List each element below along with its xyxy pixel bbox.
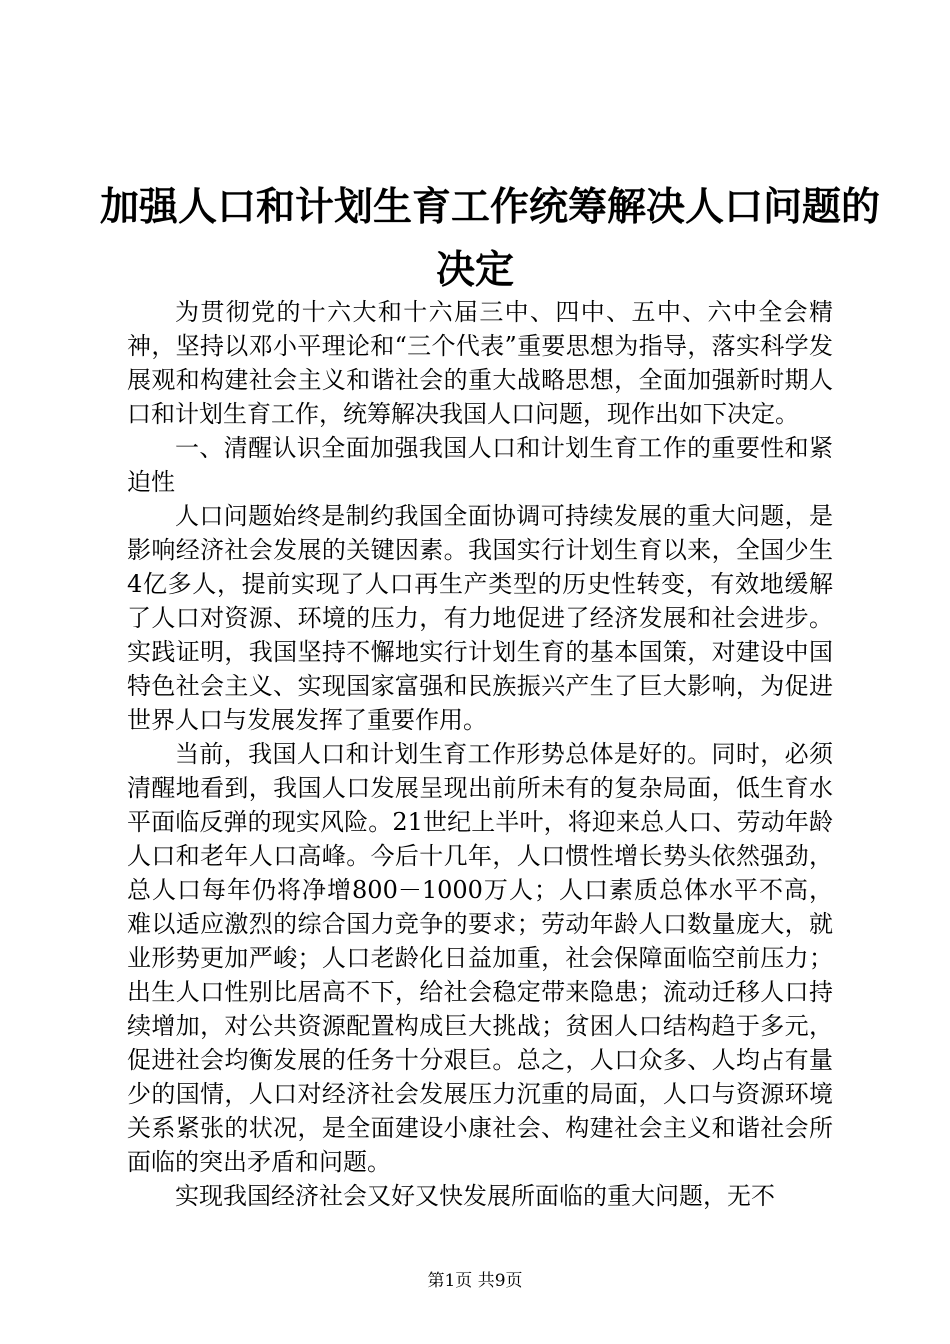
paragraph-current-situation: 当前，我国人口和计划生育工作形势总体是好的。同时，必须清醒地看到，我国人口发展呈现出前所未有的复杂局面，低生育水平面临反弹的现实风险。21世纪上半叶，将迎来总人口、劳动年龄人口和老年人口高峰。今后十几年，人口惯性增长势头依然强劲，总人口每年仍将净增800－1000万人；人口素质总体水平不高，难以适应激烈的综合国力竞争的要求；劳动年龄人口数量庞大，就业形势更加严峻；人口老龄化日益加重，社会保障面临空前压力；出生人口性别比居高不下，给社会稳定带来隐患；流动迁移人口持续增加，对公共资源配置构成巨大挑战；贫困人口结构趋于多元，促进社会均衡发展的任务十分艰巨。总之，人口众多、人均占有量少的国情，人口对经济社会发展压力沉重的局面，人口与资源环境关系紧张的状况，是全面建设小康社会、构建社会主义和谐社会所面临的突出矛盾和问题。 xyxy=(127,740,833,1176)
document-body xyxy=(127,295,833,1213)
document-title-line2: 决定 xyxy=(435,247,514,293)
paragraph-continuation: 实现我国经济社会又好又快发展所面临的重大问题，无不 xyxy=(175,1182,775,1210)
paragraph-population-issue: 人口问题始终是制约我国全面协调可持续发展的重大问题，是影响经济社会发展的关键因素。我国实行计划生育以来，全国少生4亿多人，提前实现了人口再生产类型的历史性转变，有效地缓解了人口对资源、环境的压力，有力地促进了经济发展和社会进步。实践证明，我国坚持不懈地实行计划生育的基本国策，对建设中国特色社会主义、实现国家富强和民族振兴产生了巨大影响，为促进世界人口与发展发挥了重要作用。 xyxy=(127,502,833,734)
section-heading-1: 一、清醒认识全面加强我国人口和计划生育工作的重要性和紧迫性 xyxy=(127,434,833,496)
paragraph-intro: 为贯彻党的十六大和十六届三中、四中、五中、六中全会精神，坚持以邓小平理论和“三个代表”重要思想为指导，落实科学发展观和构建社会主义和谐社会的重大战略思想，全面加强新时期人口和计划生育工作，统筹解决我国人口问题，现作出如下决定。 xyxy=(127,298,833,428)
document-title-line1: 加强人口和计划生育工作统筹解决人口问题的 xyxy=(100,184,881,230)
page-number-footer: 第1页 共9页 xyxy=(427,1271,523,1291)
